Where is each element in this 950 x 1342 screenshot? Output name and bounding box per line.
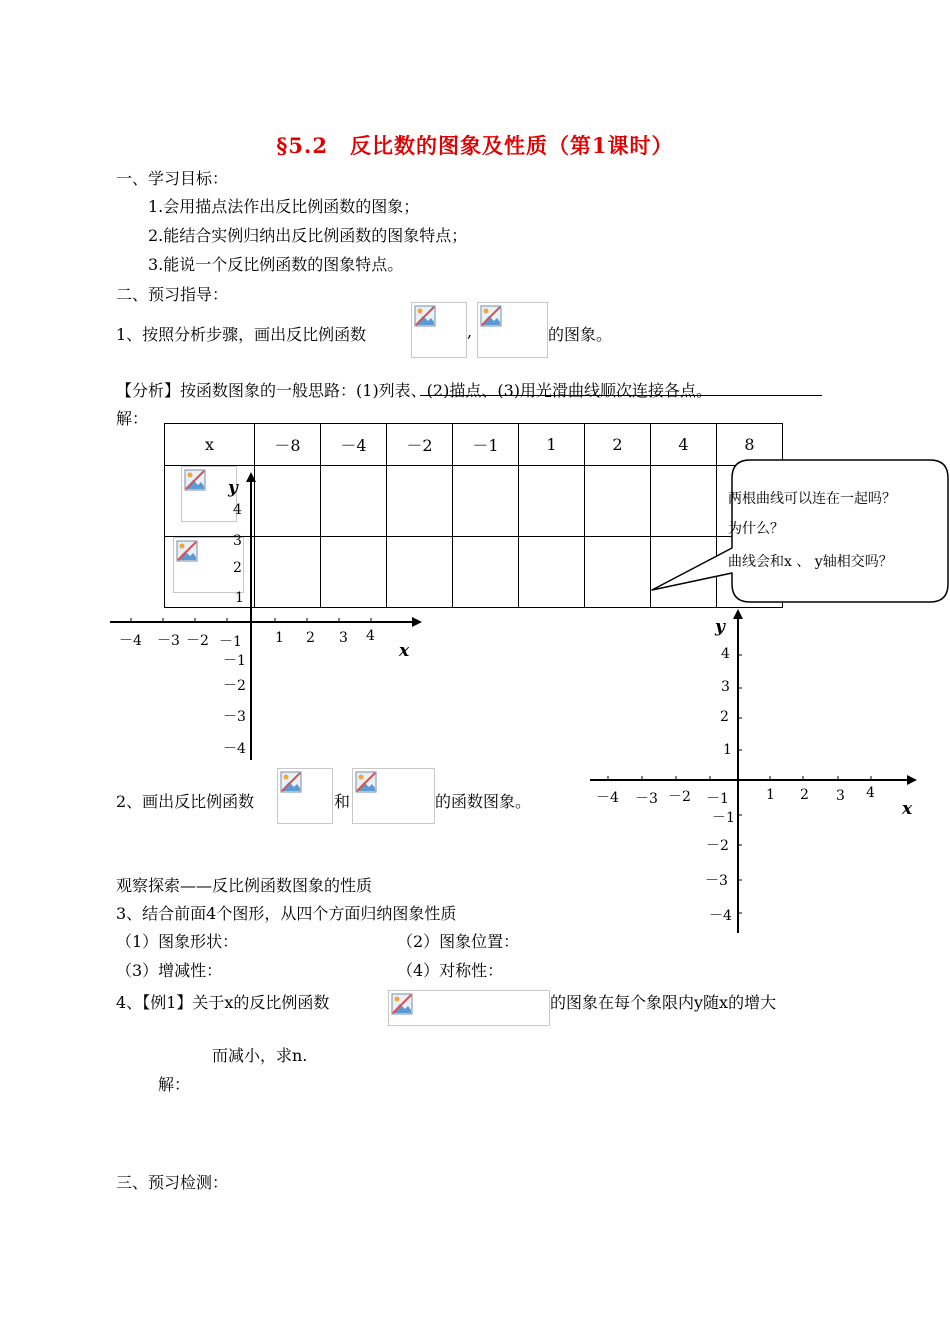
- solve-label: 解：: [116, 409, 149, 428]
- comma-text: ,: [467, 322, 473, 341]
- coordinate-axes-right: [585, 605, 925, 940]
- question-4-text: 关于x的反比例函数: [192, 993, 330, 1012]
- y-tick-label: －4: [223, 741, 246, 757]
- y-axis-arrow: [733, 609, 743, 619]
- table-cell: －8: [255, 424, 321, 466]
- y-tick-label: －3: [223, 709, 246, 725]
- property-item: （2）图象位置：: [397, 932, 520, 951]
- callout-bubble: [640, 458, 950, 608]
- question-4-text-end: 而减小，求n.: [212, 1046, 308, 1065]
- y-tick-label: －4: [709, 908, 732, 924]
- broken-image-icon: [480, 305, 502, 327]
- question-4-number: 4、: [116, 993, 143, 1012]
- property-item: （1）图象形状：: [116, 932, 239, 951]
- axis-label-x: x: [902, 799, 913, 819]
- table-cell: x: [165, 424, 255, 466]
- coordinate-axes-left: [110, 470, 430, 770]
- x-tick-label: 4: [866, 785, 875, 801]
- and-text: 和: [334, 792, 351, 811]
- formula-image: [477, 302, 548, 358]
- y-tick-label: 3: [233, 533, 242, 549]
- goal-item: 2.能结合实例归纳出反比例函数的图象特点；: [148, 226, 468, 245]
- formula-image: [411, 302, 467, 358]
- x-tick-label: －4: [596, 790, 619, 806]
- axis-label-y: y: [228, 478, 238, 498]
- table-cell: 4: [651, 424, 717, 466]
- question-2-suffix: 的函数图象。: [435, 792, 532, 811]
- analysis-underline: [420, 395, 822, 396]
- x-axis-arrow: [412, 617, 422, 627]
- table-cell: －4: [321, 424, 387, 466]
- callout-line: 为什么？: [728, 521, 784, 537]
- broken-image-icon: [280, 771, 302, 793]
- y-tick-label: 4: [233, 502, 242, 518]
- formula-image: [352, 768, 435, 824]
- y-tick-label: 3: [721, 679, 730, 695]
- example-label: 【例1】: [142, 993, 193, 1012]
- table-cell: 1: [519, 424, 585, 466]
- callout-line: 两根曲线可以连在一起吗？: [728, 491, 896, 507]
- axis-label-y: y: [715, 617, 725, 637]
- axis-label-x: x: [399, 641, 410, 661]
- broken-image-icon: [391, 993, 413, 1015]
- y-tick-label: 1: [723, 742, 732, 758]
- y-tick-label: 4: [721, 646, 730, 662]
- x-tick-label: 1: [766, 787, 775, 803]
- formula-image: [388, 990, 550, 1026]
- x-tick-label: －2: [668, 789, 691, 805]
- question-1-prefix: 1、按照分析步骤，画出反比例函数: [116, 325, 367, 344]
- table-cell: 2: [585, 424, 651, 466]
- y-tick-label: 2: [233, 560, 242, 576]
- question-3: 3、结合前面4个图形，从四个方面归纳图象性质: [116, 904, 457, 923]
- x-tick-label: －1: [706, 791, 729, 807]
- y-tick-label: 1: [235, 590, 244, 606]
- analysis-line: [116, 378, 712, 401]
- table-cell: 8: [717, 424, 783, 466]
- y-tick-label: －1: [712, 810, 735, 826]
- callout-line: 曲线会和x 、 y轴相交吗？: [728, 554, 893, 570]
- table-cell: －1: [453, 424, 519, 466]
- question-4-text-continued: 的图象在每个象限内y随x的增大: [550, 993, 777, 1012]
- question-2-prefix: 2、画出反比例函数: [116, 792, 255, 811]
- table-cell[interactable]: [519, 466, 585, 537]
- broken-image-icon: [355, 771, 377, 793]
- y-tick-label: －1: [223, 653, 246, 669]
- analysis-text: 按函数图象的一般思路：(1)列表、(2)描点、(3)用光滑曲线顺次连接各点。: [180, 381, 713, 400]
- section-heading-check: 三、预习检测：: [116, 1173, 229, 1192]
- goal-item: 3.能说一个反比例函数的图象特点。: [148, 255, 404, 274]
- section-heading-goals: 一、学习目标：: [116, 169, 229, 188]
- property-item: （3）增减性：: [116, 961, 223, 980]
- page-title: §5.2 反比数的图象及性质（第1课时）: [276, 133, 674, 158]
- question-1-suffix: 的图象。: [548, 325, 613, 344]
- y-tick-label: －2: [223, 678, 246, 694]
- formula-image: [277, 768, 333, 824]
- y-axis-arrow: [246, 472, 256, 482]
- table-cell: －2: [387, 424, 453, 466]
- x-tick-label: －1: [219, 634, 242, 650]
- broken-image-icon: [414, 305, 436, 327]
- section-heading-guide: 二、预习指导：: [116, 285, 229, 304]
- x-tick-label: 4: [366, 628, 375, 644]
- x-axis-arrow: [907, 775, 917, 785]
- property-item: （4）对称性：: [397, 961, 504, 980]
- y-tick-label: －2: [706, 838, 729, 854]
- x-tick-label: －2: [186, 633, 209, 649]
- question-4: [116, 990, 329, 1013]
- goal-item: 1.会用描点法作出反比例函数的图象；: [148, 197, 420, 216]
- x-tick-label: 1: [275, 630, 284, 646]
- analysis-label: 【分析】: [116, 381, 181, 400]
- explore-heading: 观察探索——反比例函数图象的性质: [116, 876, 373, 895]
- table-cell[interactable]: [453, 537, 519, 608]
- y-tick-label: －3: [705, 873, 728, 889]
- y-tick-label: 2: [720, 709, 729, 725]
- x-tick-label: 3: [836, 788, 845, 804]
- x-tick-label: －3: [157, 633, 180, 649]
- solve-label: 解：: [158, 1075, 191, 1094]
- table-cell[interactable]: [453, 466, 519, 537]
- x-tick-label: 3: [339, 630, 348, 646]
- table-cell[interactable]: [519, 537, 585, 608]
- x-tick-label: 2: [306, 630, 315, 646]
- x-tick-label: －4: [119, 633, 142, 649]
- x-tick-label: 2: [800, 787, 809, 803]
- x-tick-label: －3: [635, 791, 658, 807]
